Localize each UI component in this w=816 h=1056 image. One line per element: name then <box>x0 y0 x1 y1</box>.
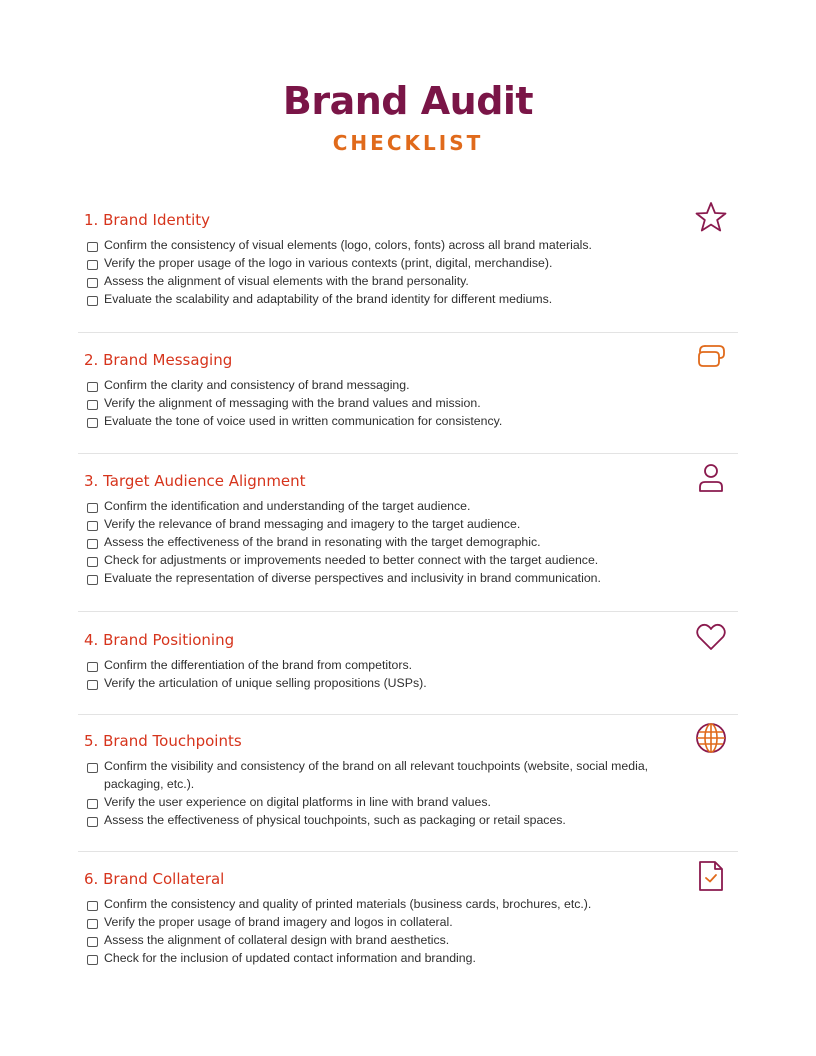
globe-icon <box>694 721 728 755</box>
checkbox[interactable] <box>87 662 98 672</box>
checkbox[interactable] <box>87 503 98 513</box>
list-item: Verify the alignment of messaging with the brand values and mission. <box>87 395 677 413</box>
divider <box>78 714 738 715</box>
section-heading: 3. Target Audience Alignment <box>84 472 306 490</box>
list-item: Confirm the consistency and quality of printed materials (business cards, brochures, etc.). <box>87 896 677 914</box>
divider <box>78 453 738 454</box>
checkbox[interactable] <box>87 418 98 428</box>
checklist <box>87 758 677 830</box>
divider <box>78 611 738 612</box>
checkbox[interactable] <box>87 260 98 270</box>
list-item: Evaluate the representation of diverse perspectives and inclusivity in brand communication. <box>87 570 677 588</box>
list-item: Confirm the clarity and consistency of brand messaging. <box>87 377 677 395</box>
checkbox[interactable] <box>87 763 98 773</box>
list-item: Confirm the consistency of visual elements (logo, colors, fonts) across all brand materials. <box>87 237 677 255</box>
checkbox[interactable] <box>87 296 98 306</box>
checkbox[interactable] <box>87 557 98 567</box>
checkbox[interactable] <box>87 680 98 690</box>
list-item: Assess the alignment of visual elements with the brand personality. <box>87 273 677 291</box>
list-item: Check for the inclusion of updated contact information and branding. <box>87 950 677 968</box>
page-title: Brand Audit <box>282 79 534 123</box>
checkbox[interactable] <box>87 901 98 911</box>
section-heading: 4. Brand Positioning <box>84 631 235 649</box>
list-item: Verify the articulation of unique selling propositions (USPs). <box>87 675 677 693</box>
checkbox[interactable] <box>87 521 98 531</box>
heart-icon <box>694 620 728 654</box>
checkbox[interactable] <box>87 919 98 929</box>
divider <box>78 851 738 852</box>
list-item: Verify the relevance of brand messaging and imagery to the target audience. <box>87 516 677 534</box>
checklist <box>87 498 677 588</box>
list-item: Check for adjustments or improvements needed to better connect with the target audience. <box>87 552 677 570</box>
list-item: Verify the proper usage of brand imagery and logos in collateral. <box>87 914 677 932</box>
checklist <box>87 377 677 431</box>
list-item: Assess the effectiveness of physical touchpoints, such as packaging or retail spaces. <box>87 812 677 830</box>
checkbox[interactable] <box>87 799 98 809</box>
section-heading: 2. Brand Messaging <box>84 351 233 369</box>
divider <box>78 332 738 333</box>
checkbox[interactable] <box>87 382 98 392</box>
checkbox[interactable] <box>87 539 98 549</box>
checkbox[interactable] <box>87 817 98 827</box>
checklist <box>87 237 677 309</box>
chat-bubbles-icon <box>694 340 728 374</box>
list-item: Verify the user experience on digital platforms in line with brand values. <box>87 794 677 812</box>
list-item: Confirm the identification and understanding of the target audience. <box>87 498 677 516</box>
page-subtitle: CHECKLIST <box>332 131 484 155</box>
section-heading: 5. Brand Touchpoints <box>84 732 242 750</box>
checklist <box>87 657 677 693</box>
section-heading: 1. Brand Identity <box>84 211 211 229</box>
document-check-icon <box>694 859 728 893</box>
checklist <box>87 896 677 968</box>
list-item: Assess the effectiveness of the brand in resonating with the target demographic. <box>87 534 677 552</box>
checkbox[interactable] <box>87 400 98 410</box>
checkbox[interactable] <box>87 955 98 965</box>
list-item: Assess the alignment of collateral design with brand aesthetics. <box>87 932 677 950</box>
checkbox[interactable] <box>87 278 98 288</box>
list-item: Evaluate the scalability and adaptability of the brand identity for different mediums. <box>87 291 677 309</box>
list-item: Confirm the differentiation of the brand from competitors. <box>87 657 677 675</box>
star-icon <box>694 200 728 234</box>
list-item: Verify the proper usage of the logo in various contexts (print, digital, merchandise). <box>87 255 677 273</box>
user-icon <box>694 461 728 495</box>
checkbox[interactable] <box>87 575 98 585</box>
list-item: Evaluate the tone of voice used in written communication for consistency. <box>87 413 677 431</box>
checkbox[interactable] <box>87 242 98 252</box>
section-heading: 6. Brand Collateral <box>84 870 225 888</box>
checkbox[interactable] <box>87 937 98 947</box>
list-item: Confirm the visibility and consistency of the brand on all relevant touchpoints (website, social media, packaging, etc.). <box>87 758 677 793</box>
